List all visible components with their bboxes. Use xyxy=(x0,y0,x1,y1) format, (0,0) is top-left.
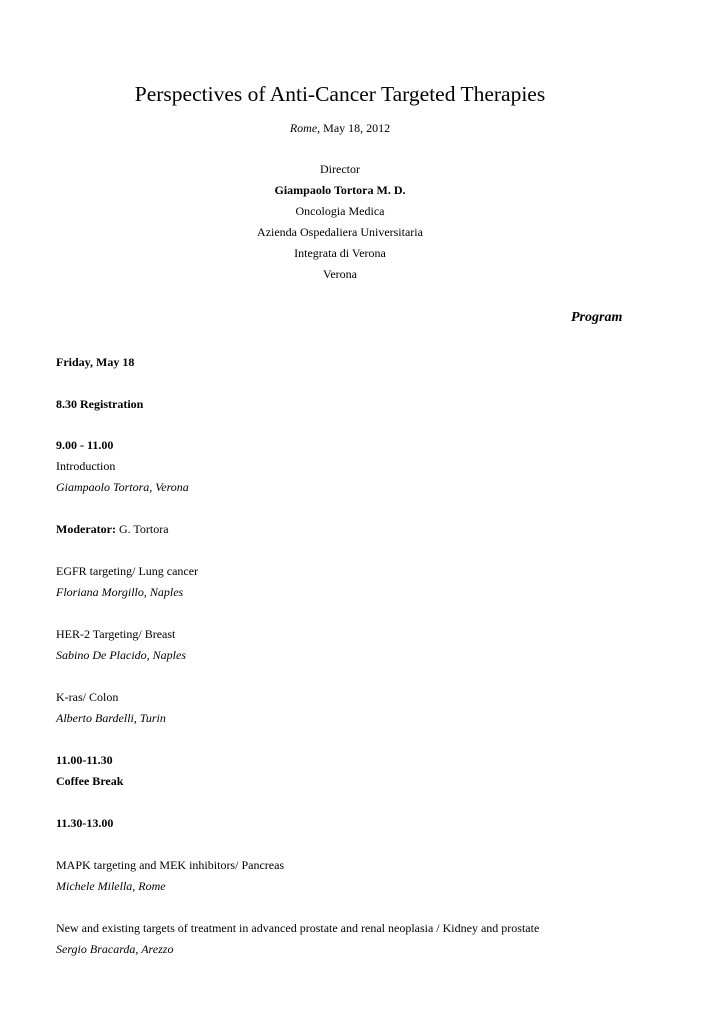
session-title: MAPK targeting and MEK inhibitors/ Pancreas xyxy=(56,858,285,872)
session-title: Introduction xyxy=(56,459,116,473)
director-name: Giampaolo Tortora M. D. xyxy=(274,183,406,197)
session-speaker: Michele Milella, Rome xyxy=(56,879,166,893)
moderator-name: G. Tortora xyxy=(115,522,169,536)
event-location-date xyxy=(0,121,680,136)
session-title: New and existing targets of treatment in advanced prostate and renal neoplasia / Kidney and prostate xyxy=(56,921,540,935)
session-speaker: Sergio Bracarda, Arezzo xyxy=(56,942,174,956)
document-title: Perspectives of Anti-Cancer Targeted Therapies xyxy=(134,82,546,106)
session-speaker: Sabino De Placido, Naples xyxy=(56,648,186,662)
affiliation-line: Oncologia Medica xyxy=(295,204,385,218)
session-speaker: Floriana Morgillo, Naples xyxy=(56,585,184,599)
session-title: Coffee Break xyxy=(56,774,124,788)
event-location: Rome, xyxy=(289,121,321,135)
session-time: 9.00 - 11.00 xyxy=(56,438,114,452)
event-date: May 18, 2012 xyxy=(320,121,391,135)
session-speaker: Alberto Bardelli, Turin xyxy=(56,711,166,725)
session-speaker: Giampaolo Tortora, Verona xyxy=(56,480,189,494)
program-heading: Program xyxy=(571,310,623,325)
session-title: EGFR targeting/ Lung cancer xyxy=(56,564,199,578)
director-label: Director xyxy=(320,162,360,176)
session-time: 11.30-13.00 xyxy=(56,816,114,830)
moderator-label: Moderator: xyxy=(56,522,116,536)
affiliation-line: Integrata di Verona xyxy=(294,246,386,260)
affiliation-line: Azienda Ospedaliera Universitaria xyxy=(257,225,423,239)
session-title: HER-2 Targeting/ Breast xyxy=(56,627,176,641)
affiliation-line: Verona xyxy=(323,267,357,281)
moderator-line xyxy=(56,522,169,537)
session-title: K-ras/ Colon xyxy=(56,690,119,704)
session-time: 11.00-11.30 xyxy=(56,753,113,767)
registration-item: 8.30 Registration xyxy=(56,397,144,411)
program-day: Friday, May 18 xyxy=(56,355,135,369)
